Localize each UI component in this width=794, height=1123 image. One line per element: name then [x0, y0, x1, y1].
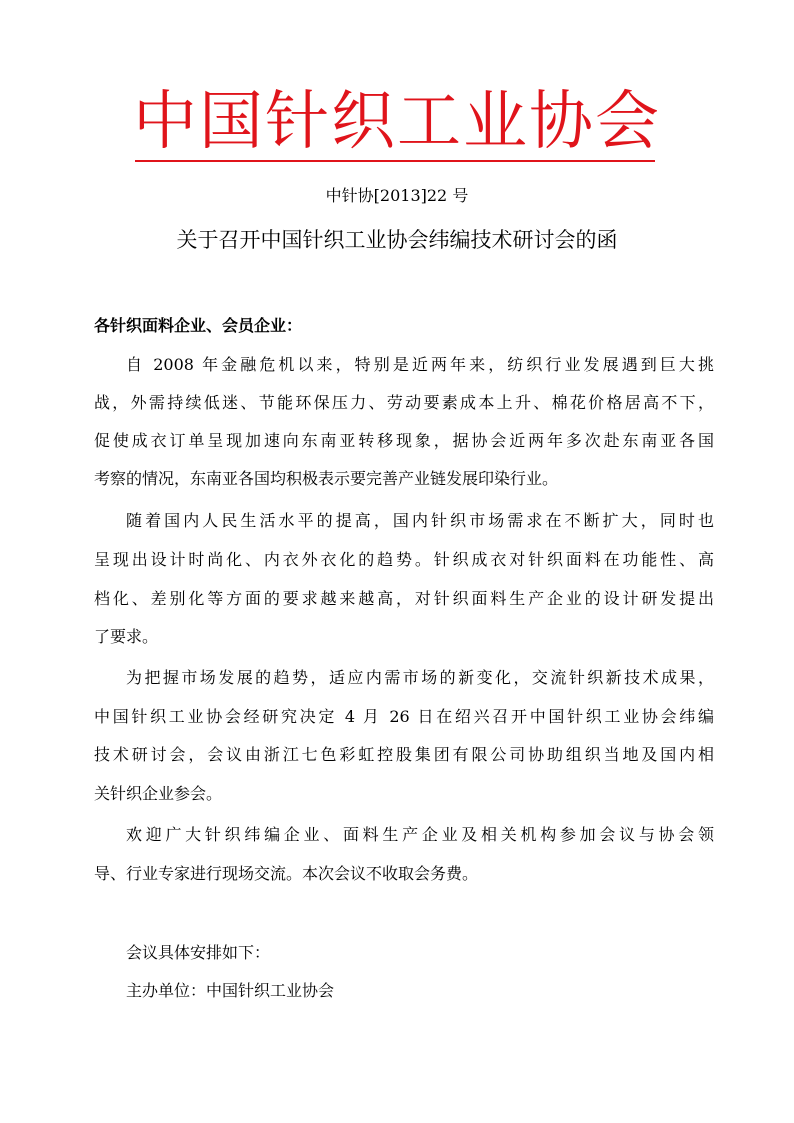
- paragraph-3-line-4: 关针织企业参会。: [94, 784, 223, 803]
- arrangement-intro: 会议具体安排如下：: [126, 943, 271, 962]
- paragraph-2-line-1: 随着国内人民生活水平的提高，国内针织市场需求在不断扩大，同时也: [126, 511, 714, 530]
- paragraph-4-line-2: 导、行业专家进行现场交流。本次会议不收取会务费。: [94, 864, 479, 883]
- letterhead-title: 中国针织工业协会: [133, 85, 661, 159]
- paragraph-1-line-4: 考察的情况，东南亚各国均积极表示要完善产业链发展印染行业。: [94, 469, 559, 488]
- paragraph-1-line-2: 战，外需持续低迷、节能环保压力、劳动要素成本上升、棉花价格居高不下，: [94, 393, 714, 412]
- salutation: 各针织面料企业、会员企业：: [94, 316, 303, 335]
- document-number: 中针协[2013]22 号: [325, 186, 469, 205]
- paragraph-2-line-4: 了要求。: [94, 627, 159, 646]
- letterhead-red-rule: [135, 160, 655, 162]
- paragraph-3-line-2: 中国针织工业协会经研究决定 4 月 26 日在绍兴召开中国针织工业协会纬编: [94, 707, 714, 726]
- paragraph-3-line-3: 技术研讨会，会议由浙江七色彩虹控股集团有限公司协助组织当地及国内相: [94, 745, 714, 764]
- paragraph-3-line-1: 为把握市场发展的趋势，适应内需市场的新变化，交流针织新技术成果，: [126, 668, 714, 687]
- organizer-line: 主办单位：中国针织工业协会: [126, 981, 335, 1000]
- paragraph-4-line-1: 欢迎广大针织纬编企业、面料生产企业及相关机构参加会议与协会领: [126, 825, 714, 844]
- paragraph-1-line-1: 自 2008 年金融危机以来，特别是近两年来，纺织行业发展遇到巨大挑: [126, 355, 714, 374]
- document-title: 关于召开中国针织工业协会纬编技术研讨会的函: [176, 228, 618, 252]
- paragraph-2-line-3: 档化、差别化等方面的要求越来越高，对针织面料生产企业的设计研发提出: [94, 589, 714, 608]
- paragraph-1-line-3: 促使成衣订单呈现加速向东南亚转移现象，据协会近两年多次赴东南亚各国: [94, 431, 714, 450]
- paragraph-2-line-2: 呈现出设计时尚化、内衣外衣化的趋势。针织成衣对针织面料在功能性、高: [94, 550, 714, 569]
